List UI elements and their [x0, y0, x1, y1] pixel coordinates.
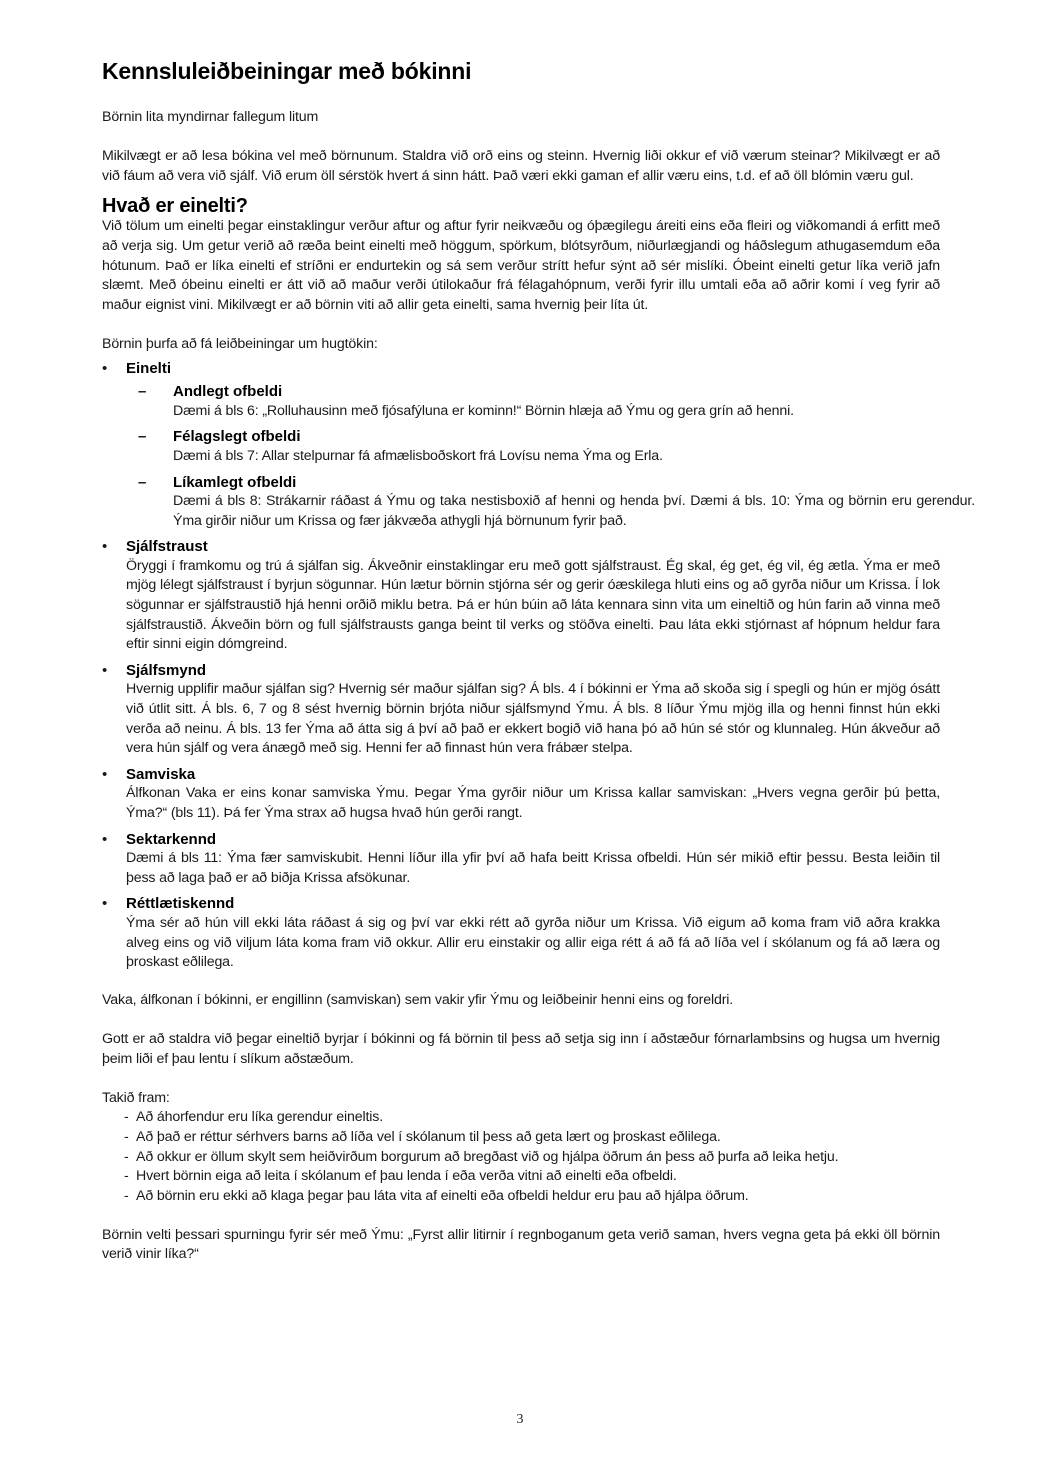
- takid-fram-text: Að börnin eru ekki að klaga þegar þau láta vita af einelti eða ofbeldi heldur eru þau að hjálpa öðrum.: [136, 1187, 749, 1204]
- section-body: Við tölum um einelti þegar einstaklingur verður aftur og aftur fyrir neikvæðu og óþægilegu áreiti eins eða fleiri og viðkomandi á erfitt með að verja sig. Um getur verið að ræða beint einelti með höggum, spörkum, blótsyrðum, niðurlægjandi og háðslegum athugasemdum eða hótunum. Það er líka einelti ef stríðni er endurtekin og sá sem verður strítt hefur sýnt að sér mislíki. Óbeint einelti getur líka verið jafn slæmt. Með óbeinu einelti er átt við að maður verði útilokaður frá félagahópnum, verði fyrir illu umtali eða að aðrir komi í veg fyrir að maður eignist vini. Mikilvægt er að börnin viti að allir geta einelti, sama hvernig þeir líta út.: [102, 218, 940, 313]
- page-title: Kennsluleiðbeiningar með bókinni: [102, 58, 472, 84]
- intro-paragraph-2: Mikilvægt er að lesa bókina vel með börnunum. Staldra við orð eins og steinn. Hvernig liði okkur ef við værum steinar? Mikilvægt er að við fáum að vera við sjálf. Við erum öll sérstök hvert á sinn hátt. Það væri ekki gaman ef allir væru eins, t.d. ef að öll blómin væru gul.: [102, 148, 940, 184]
- takid-fram-text: Hvert börnin eiga að leita í skólanum ef þau lenda í eða verða vitni að einelti eða ofbeldi.: [136, 1168, 677, 1185]
- concepts-intro: Börnin þurfa að fá leiðbeiningar um hugtökin:: [102, 335, 378, 352]
- subconcept-item: [138, 473, 975, 532]
- concept-term: Sjálfstraust: [126, 538, 208, 556]
- bullet-icon: •: [102, 895, 108, 913]
- dash-icon: –: [138, 428, 147, 446]
- concept-text: Dæmi á bls 11: Ýma fær samviskubit. Henni líður illa yfir því að hafa beitt Krissa ofbeldi. Hún sér mikið eftir þessu. Besta leiðin til þess að laga það er að biðja Krissa afsökunar.: [126, 850, 940, 886]
- concept-term: Sektarkennd: [126, 830, 217, 848]
- takid-fram-text: Að áhorfendur eru líka gerendur eineltis.: [136, 1109, 384, 1126]
- intro-paragraph-1: Börnin lita myndirnar fallegum litum: [102, 109, 319, 125]
- subconcept-item: [138, 382, 975, 421]
- concept-item-einelti: [102, 359, 975, 532]
- concept-item-sjalfsmynd: [102, 661, 940, 759]
- concept-term: Réttlætiskennd: [126, 895, 235, 913]
- subconcept-text: Dæmi á bls 8: Strákarnir ráðast á Ýmu og taka nestisboxið af henni og henda því. Dæmi á bls. 10: Ýma og börnin eru gerendur. Ýma girðir niður um Krissa og fær jákvæða athygli hjá börnunum fyrir það.: [173, 493, 975, 529]
- concepts-list: [102, 359, 975, 973]
- concept-item-samviska: [102, 765, 940, 824]
- bullet-icon: •: [102, 765, 108, 783]
- section-what-is-bullying: [102, 195, 975, 972]
- bullet-icon: •: [102, 359, 108, 377]
- bullet-icon: •: [102, 661, 108, 679]
- concept-term: Sjálfsmynd: [126, 661, 207, 679]
- subconcept-text: Dæmi á bls 6: „Rolluhausinn með fjósafýluna er kominn!“ Börnin hlæja að Ýmu og gera grín að henni.: [173, 402, 794, 419]
- hyphen-icon: -: [124, 1168, 129, 1185]
- concept-item-rettlaetiskennd: [102, 894, 940, 972]
- subconcept-text: Dæmi á bls 7: Allar stelpurnar fá afmælisboðskort frá Lovísu nema Ýma og Erla.: [173, 447, 663, 464]
- hyphen-icon: -: [124, 1109, 129, 1126]
- section-heading: Hvað er einelti?: [102, 195, 248, 218]
- staldra-paragraph: Gott er að staldra við þegar eineltið byrjar í bókinni og fá börnin til þess að setja sig inn í aðstæður fórnarlambsins og hugsa um hvernig þeim liði ef þau lentu í slíkum aðstæðum.: [102, 1030, 940, 1067]
- takid-fram-text: Að okkur er öllum skylt sem heiðvirðum borgurum að bregðast við og hjálpa öðrum án þess að þurfa að leika hetju.: [136, 1148, 839, 1165]
- concept-text: Ýma sér að hún vill ekki láta ráðast á sig og því var ekki rétt að gyrða niður um Krissa. Við eigum að koma fram við aðra krakka alveg eins og við viljum láta koma fram við okkur. Allir eru einstakir og allir eiga rétt á að fá að líða vel í skólanum og fá að læra og þroskast eðlilega.: [126, 914, 940, 971]
- takid-fram-text: Að það er réttur sérhvers barns að líða vel í skólanum til þess að geta lært og þroskast eðlilega.: [136, 1128, 721, 1145]
- hyphen-icon: -: [124, 1128, 129, 1145]
- takid-fram-item: [124, 1187, 940, 1207]
- dash-icon: –: [138, 473, 147, 491]
- document-page: [102, 56, 975, 1265]
- takid-fram-item: [124, 1128, 940, 1148]
- takid-fram-label: Takið fram:: [102, 1089, 170, 1106]
- subconcept-item: [138, 427, 975, 466]
- bullet-icon: •: [102, 538, 108, 556]
- concept-term: Samviska: [126, 765, 196, 783]
- concept-item-sektarkennd: [102, 830, 940, 889]
- bullet-icon: •: [102, 830, 108, 848]
- vaka-paragraph: Vaka, álfkonan í bókinni, er engillinn (samviskan) sem vakir yfir Ýmu og leiðbeinir henni eins og foreldri.: [102, 991, 734, 1008]
- subconcept-term: Líkamlegt ofbeldi: [173, 473, 297, 491]
- takid-fram-item: [124, 1148, 940, 1168]
- concept-text: Hvernig upplifir maður sjálfan sig? Hvernig sér maður sjálfan sig? Á bls. 4 í bókinni er Ýma að skoða sig í spegli og hún er mjög ósátt við útlit sitt. Á bls. 6, 7 og 8 sést hvernig börnin brjóta niður sjálfsmynd Ýmu. Á bls. 8 líður Ýmu mjög illa og henni finnst hún ekki verða að neinu. Á bls. 13 fer Ýma að átta sig á því að það er ekkert bogið við hana þó að hún sé stór og klunnaleg. Hún ákveður að vera hún sjálf og vera ánægð með sig. Henni fer að finnast hún vera frábær stelpa.: [126, 681, 940, 757]
- subconcept-term: Andlegt ofbeldi: [173, 383, 283, 401]
- concept-text: Öryggi í framkomu og trú á sjálfan sig. Ákveðnir einstaklingar eru með gott sjálfstraust. Ég skal, ég get, ég vil, ég ætla. Ýma er með mjög lélegt sjálfstraust í byrjun sögunnar. Hún lætur börnin stjórna sér og gerir óæskilega hluti eins og að gyrða niður um Krissa. Í lok sögunnar er sjálfstraustið hjá henni orðið miklu betra. Þá er hún búin að láta kennara sinn vita um eineltið og hún farin að vinna með sjálfstraustið. Ákveðin börn og full sjálfstrausts ganga beint til verks og stöðva einelti. Þau láta ekki stjórnast af hópnum heldur fara eftir sinni eigin dómgreind.: [126, 557, 940, 653]
- final-paragraph: Börnin velti þessari spurningu fyrir sér með Ýmu: „Fyrst allir litirnir í regnboganum geta verið saman, hvers vegna geta þá ekki öll börnin verið vinir líka?“: [102, 1226, 940, 1263]
- concept-item-sjalfstraust: [102, 537, 940, 655]
- page-number: 3: [516, 1412, 524, 1427]
- dash-icon: –: [138, 383, 147, 401]
- subconcept-term: Félagslegt ofbeldi: [173, 428, 301, 446]
- takid-fram-item: [124, 1108, 940, 1128]
- takid-fram-list: [102, 1108, 940, 1206]
- subconcepts-list: [126, 382, 975, 531]
- hyphen-icon: -: [124, 1187, 129, 1204]
- concept-text: Álfkonan Vaka er eins konar samviska Ýmu. Þegar Ýma gyrðir niður um Krissa kallar samviskan: „Hvers vegna gerðir þú þetta, Ýma?“ (bls 11). Þá fer Ýma strax að hugsa hvað hún gerði rangt.: [126, 785, 940, 821]
- takid-fram-item: [124, 1167, 940, 1187]
- concept-term: Einelti: [126, 359, 172, 377]
- hyphen-icon: -: [124, 1148, 129, 1165]
